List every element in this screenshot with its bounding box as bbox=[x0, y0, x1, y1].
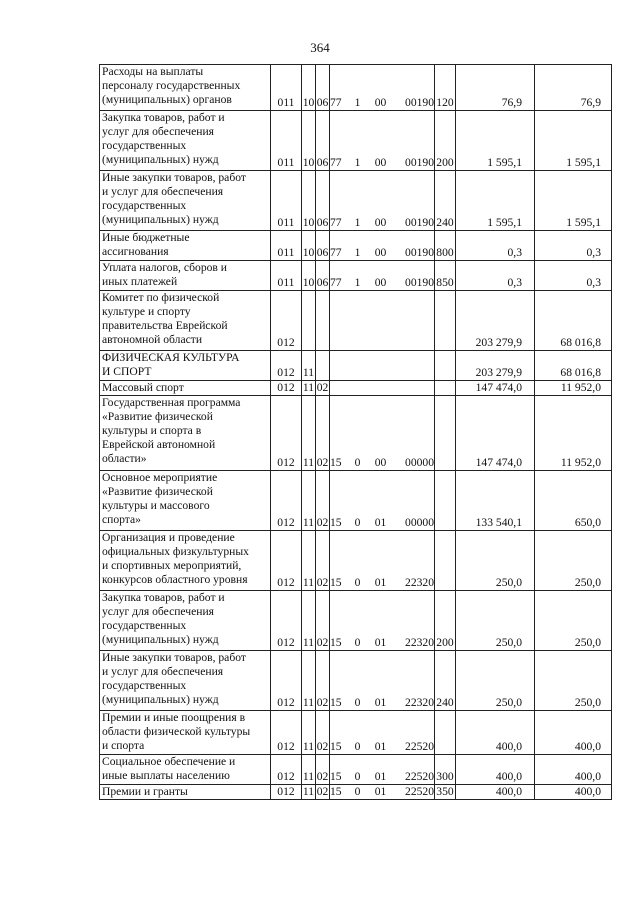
target-article-part: 00 bbox=[374, 156, 387, 169]
target-article-part: 77 bbox=[330, 276, 342, 289]
table-row bbox=[100, 291, 612, 351]
subsection-code-cell: 06 bbox=[316, 231, 330, 261]
section-code-cell: 10 bbox=[302, 261, 316, 291]
table-row bbox=[100, 755, 612, 785]
row-name-cell: Основное мероприятие «Развитие физической культуры и массового спорта» bbox=[100, 471, 271, 531]
target-article-part: 1 bbox=[354, 96, 361, 109]
amount-year2-cell: 0,3 bbox=[535, 261, 612, 291]
amount-year1-cell: 0,3 bbox=[456, 231, 535, 261]
subsection-code-cell: 02 bbox=[316, 531, 330, 591]
ved-code-cell: 012 bbox=[271, 711, 302, 755]
row-name-cell: Массовый спорт bbox=[100, 381, 271, 396]
page-number: 364 bbox=[310, 40, 330, 55]
target-article-cell bbox=[330, 531, 435, 591]
expense-type-cell: 240 bbox=[435, 651, 456, 711]
ved-code-cell: 012 bbox=[271, 291, 302, 351]
expense-type-cell: 800 bbox=[435, 231, 456, 261]
target-article-cell bbox=[330, 65, 435, 111]
section-code-cell: 11 bbox=[302, 471, 316, 531]
amount-year1-cell: 147 474,0 bbox=[456, 381, 535, 396]
expense-type-cell bbox=[435, 396, 456, 471]
subsection-code-cell: 06 bbox=[316, 261, 330, 291]
expense-type-cell bbox=[435, 351, 456, 381]
subsection-code-cell: 02 bbox=[316, 471, 330, 531]
target-article-part: 77 bbox=[330, 216, 342, 229]
target-article-cell bbox=[330, 111, 435, 171]
target-article-cell bbox=[330, 261, 435, 291]
amount-year2-cell: 68 016,8 bbox=[535, 351, 612, 381]
target-article-part: 22320 bbox=[405, 576, 434, 589]
target-article-part: 01 bbox=[374, 740, 387, 753]
target-article-part: 1 bbox=[354, 156, 361, 169]
target-article-part: 1 bbox=[354, 276, 361, 289]
ved-code-cell: 012 bbox=[271, 785, 302, 800]
ved-code-cell: 012 bbox=[271, 591, 302, 651]
target-article-part: 77 bbox=[330, 246, 342, 259]
subsection-code-cell: 02 bbox=[316, 591, 330, 651]
amount-year1-cell: 400,0 bbox=[456, 755, 535, 785]
target-article-part: 00190 bbox=[405, 276, 434, 289]
target-article-part: 15 bbox=[330, 516, 342, 529]
ved-code-cell: 012 bbox=[271, 396, 302, 471]
target-article-cell bbox=[330, 351, 435, 381]
subsection-code-cell bbox=[316, 351, 330, 381]
expense-type-cell: 200 bbox=[435, 111, 456, 171]
target-article-cell bbox=[330, 291, 435, 351]
row-name-cell: Расходы на выплаты персоналу государственных (муниципальных) органов bbox=[100, 65, 271, 111]
section-code-cell: 10 bbox=[302, 65, 316, 111]
subsection-code-cell: 02 bbox=[316, 381, 329, 394]
target-article-cell bbox=[330, 231, 435, 261]
expense-type-cell bbox=[435, 471, 456, 531]
target-article-part: 00 bbox=[374, 96, 387, 109]
amount-year2-cell: 1 595,1 bbox=[535, 111, 612, 171]
target-article-part: 01 bbox=[374, 785, 387, 798]
row-name-cell: Премии и гранты bbox=[100, 785, 271, 800]
target-article-part: 01 bbox=[374, 516, 387, 529]
expense-type-cell: 120 bbox=[435, 65, 456, 111]
row-name-cell: Государственная программа «Развитие физической культуры и спорта в Еврейской автономной области» bbox=[100, 396, 271, 471]
ved-code-cell: 012 bbox=[271, 381, 302, 396]
subsection-code-cell: 02 bbox=[316, 755, 330, 785]
section-code-cell: 11 bbox=[302, 396, 316, 471]
table-row bbox=[100, 651, 612, 711]
amount-year2-cell: 650,0 bbox=[535, 471, 612, 531]
row-name-cell: Закупка товаров, работ и услуг для обеспечения государственных (муниципальных) нужд bbox=[100, 591, 271, 651]
target-article-part: 15 bbox=[330, 696, 342, 709]
target-article-part: 01 bbox=[374, 576, 387, 589]
target-article-part: 22320 bbox=[405, 636, 434, 649]
budget-table bbox=[99, 64, 612, 800]
target-article-part: 77 bbox=[330, 156, 342, 169]
target-article-part: 22520 bbox=[405, 740, 434, 753]
expense-type-cell bbox=[435, 381, 456, 396]
section-code-cell: 10 bbox=[302, 111, 316, 171]
amount-year1-cell: 400,0 bbox=[456, 711, 535, 755]
amount-year1-cell: 250,0 bbox=[456, 651, 535, 711]
target-article-part: 1 bbox=[354, 246, 361, 259]
target-article-cell bbox=[330, 471, 435, 531]
amount-year2-cell: 250,0 bbox=[535, 531, 612, 591]
subsection-code-cell: 02 bbox=[316, 711, 330, 755]
ved-code-cell: 012 bbox=[271, 471, 302, 531]
target-article-cell bbox=[330, 171, 435, 231]
section-code-cell: 11 bbox=[302, 591, 316, 651]
target-article-cell bbox=[330, 651, 435, 711]
target-article-part: 01 bbox=[374, 696, 387, 709]
row-name-cell: Закупка товаров, работ и услуг для обеспечения государственных (муниципальных) нужд bbox=[100, 111, 271, 171]
table-row bbox=[100, 396, 612, 471]
table-body bbox=[100, 65, 612, 800]
target-article-part: 15 bbox=[330, 770, 342, 783]
amount-year1-cell: 203 279,9 bbox=[456, 291, 535, 351]
subsection-code-cell: 02 bbox=[316, 396, 330, 471]
amount-year1-cell: 250,0 bbox=[456, 591, 535, 651]
table-row bbox=[100, 711, 612, 755]
row-name-cell: Социальное обеспечение и иные выплаты населению bbox=[100, 755, 271, 785]
ved-code-cell: 011 bbox=[271, 261, 302, 291]
subsection-code-cell: 06 bbox=[316, 65, 330, 111]
row-name-cell: ФИЗИЧЕСКАЯ КУЛЬТУРА И СПОРТ bbox=[100, 351, 271, 381]
target-article-part: 0 bbox=[354, 516, 361, 529]
amount-year1-cell: 147 474,0 bbox=[456, 396, 535, 471]
table-row bbox=[100, 471, 612, 531]
expense-type-cell bbox=[435, 711, 456, 755]
table-row bbox=[100, 381, 612, 396]
target-article-cell bbox=[330, 396, 435, 471]
target-article-cell bbox=[330, 755, 435, 785]
section-code-cell: 11 bbox=[302, 711, 316, 755]
subsection-code-cell bbox=[316, 291, 330, 351]
amount-year1-cell: 133 540,1 bbox=[456, 471, 535, 531]
target-article-part: 0 bbox=[354, 456, 361, 469]
target-article-part: 00 bbox=[374, 216, 387, 229]
amount-year2-cell: 0,3 bbox=[535, 231, 612, 261]
expense-type-cell: 240 bbox=[435, 171, 456, 231]
target-article-part: 00190 bbox=[405, 156, 434, 169]
target-article-part: 0 bbox=[354, 696, 361, 709]
target-article-part: 00190 bbox=[405, 246, 434, 259]
target-article-part: 0 bbox=[354, 636, 361, 649]
table-row bbox=[100, 261, 612, 291]
section-code-cell: 11 bbox=[302, 381, 315, 394]
section-code-cell: 10 bbox=[302, 171, 316, 231]
amount-year2-cell: 400,0 bbox=[535, 711, 612, 755]
amount-year2-cell: 68 016,8 bbox=[535, 291, 612, 351]
row-name-cell: Иные бюджетные ассигнования bbox=[100, 231, 271, 261]
amount-year2-cell: 1 595,1 bbox=[535, 171, 612, 231]
target-article-part: 0 bbox=[354, 785, 361, 798]
expense-type-cell: 200 bbox=[435, 591, 456, 651]
target-article-part: 0 bbox=[354, 576, 361, 589]
target-article-cell bbox=[330, 381, 435, 396]
table-row bbox=[100, 231, 612, 261]
subsection-code-cell: 06 bbox=[316, 111, 330, 171]
amount-year1-cell: 250,0 bbox=[456, 531, 535, 591]
table-row bbox=[100, 785, 612, 800]
target-article-part: 0 bbox=[354, 740, 361, 753]
target-article-part: 22520 bbox=[405, 770, 434, 783]
row-name-cell: Иные закупки товаров, работ и услуг для обеспечения государственных (муниципальных) нужд bbox=[100, 171, 271, 231]
section-code-cell: 11 bbox=[302, 651, 316, 711]
amount-year2-cell: 250,0 bbox=[535, 591, 612, 651]
section-code-cell: 11 bbox=[302, 785, 315, 798]
amount-year1-cell: 400,0 bbox=[456, 785, 535, 800]
expense-type-cell: 350 bbox=[436, 785, 454, 798]
target-article-part: 22520 bbox=[405, 785, 434, 798]
target-article-part: 15 bbox=[330, 740, 342, 753]
section-code-cell: 10 bbox=[302, 231, 316, 261]
table-row bbox=[100, 111, 612, 171]
amount-year1-cell: 0,3 bbox=[456, 261, 535, 291]
expense-type-cell: 300 bbox=[435, 755, 456, 785]
target-article-part: 00 bbox=[374, 456, 387, 469]
row-name-cell: Премии и иные поощрения в области физической культуры и спорта bbox=[100, 711, 271, 755]
amount-year2-cell: 250,0 bbox=[535, 651, 612, 711]
row-name-cell: Организация и проведение официальных физкультурных и спортивных мероприятий, конкурсов областного уровня bbox=[100, 531, 271, 591]
section-code-cell bbox=[302, 291, 316, 351]
target-article-cell bbox=[330, 591, 435, 651]
ved-code-cell: 011 bbox=[271, 171, 302, 231]
target-article-cell bbox=[330, 785, 435, 800]
target-article-part: 00190 bbox=[405, 96, 434, 109]
ved-code-cell: 012 bbox=[271, 531, 302, 591]
ved-code-cell: 011 bbox=[271, 231, 302, 261]
expense-type-cell bbox=[435, 291, 456, 351]
target-article-part: 00190 bbox=[405, 216, 434, 229]
amount-year2-cell: 400,0 bbox=[535, 785, 612, 800]
table-row bbox=[100, 65, 612, 111]
amount-year2-cell: 11 952,0 bbox=[535, 396, 612, 471]
table-row bbox=[100, 591, 612, 651]
table-row bbox=[100, 171, 612, 231]
target-article-cell bbox=[330, 711, 435, 755]
target-article-part: 01 bbox=[374, 636, 387, 649]
expense-type-cell bbox=[435, 531, 456, 591]
row-name-cell: Иные закупки товаров, работ и услуг для обеспечения государственных (муниципальных) нужд bbox=[100, 651, 271, 711]
row-name-cell: Уплата налогов, сборов и иных платежей bbox=[100, 261, 271, 291]
subsection-code-cell: 06 bbox=[316, 171, 330, 231]
amount-year2-cell: 11 952,0 bbox=[535, 381, 612, 396]
amount-year1-cell: 1 595,1 bbox=[456, 111, 535, 171]
target-article-part: 15 bbox=[330, 636, 342, 649]
subsection-code-cell: 02 bbox=[316, 785, 329, 798]
target-article-part: 22320 bbox=[405, 696, 434, 709]
target-article-part: 00000 bbox=[405, 456, 434, 469]
target-article-part: 77 bbox=[330, 96, 342, 109]
amount-year2-cell: 400,0 bbox=[535, 755, 612, 785]
table-row bbox=[100, 351, 612, 381]
target-article-part: 00 bbox=[374, 276, 387, 289]
ved-code-cell: 012 bbox=[271, 651, 302, 711]
target-article-part: 00 bbox=[374, 246, 387, 259]
amount-year2-cell: 76,9 bbox=[535, 65, 612, 111]
ved-code-cell: 012 bbox=[271, 351, 302, 381]
target-article-part: 0 bbox=[354, 770, 361, 783]
expense-type-cell: 850 bbox=[435, 261, 456, 291]
amount-year1-cell: 76,9 bbox=[456, 65, 535, 111]
target-article-part: 15 bbox=[330, 576, 342, 589]
target-article-part: 1 bbox=[354, 216, 361, 229]
ved-code-cell: 012 bbox=[271, 755, 302, 785]
table-row bbox=[100, 531, 612, 591]
target-article-part: 15 bbox=[330, 785, 342, 798]
target-article-part: 01 bbox=[374, 770, 387, 783]
section-code-cell: 11 bbox=[302, 755, 316, 785]
subsection-code-cell: 02 bbox=[316, 651, 330, 711]
section-code-cell: 11 bbox=[302, 531, 316, 591]
section-code-cell: 11 bbox=[302, 351, 316, 381]
target-article-part: 15 bbox=[330, 456, 342, 469]
target-article-part: 00000 bbox=[405, 516, 434, 529]
ved-code-cell: 011 bbox=[271, 65, 302, 111]
amount-year1-cell: 1 595,1 bbox=[456, 171, 535, 231]
amount-year1-cell: 203 279,9 bbox=[456, 351, 535, 381]
row-name-cell: Комитет по физической культуре и спорту правительства Еврейской автономной области bbox=[100, 291, 271, 351]
ved-code-cell: 011 bbox=[271, 111, 302, 171]
